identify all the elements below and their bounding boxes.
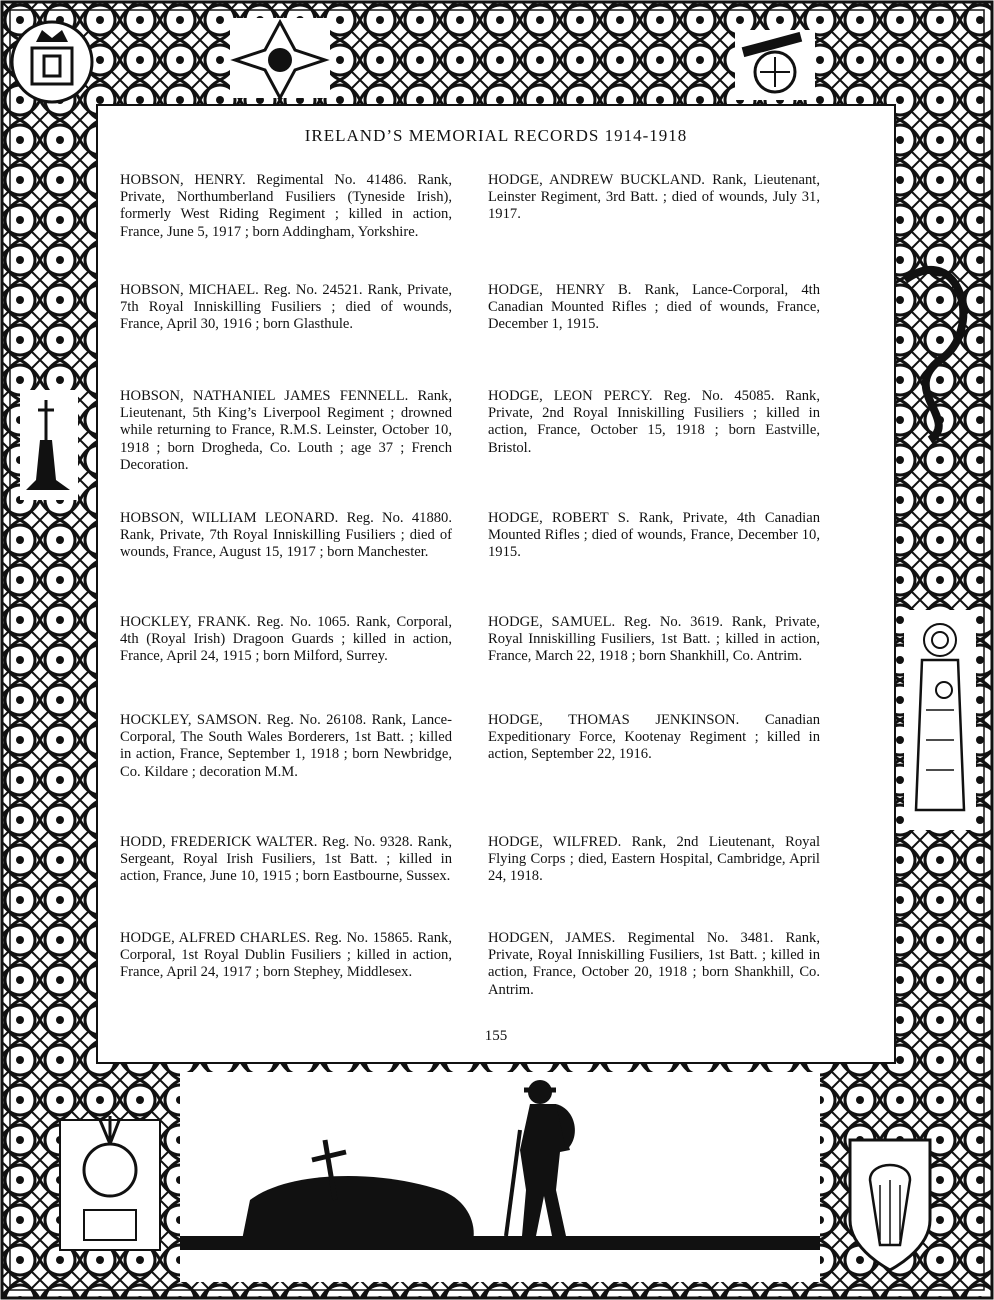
entry-left: HOCKLEY, FRANK. Reg. No. 1065. Rank, Corporal, 4th (Royal Irish) Dragoon Guards ; killed in action, France, April 24, 1915 ; born Milford, Surrey. <box>120 614 452 665</box>
entry-row <box>120 712 820 834</box>
entry-right: HODGE, LEON PERCY. Reg. No. 45085. Rank, Private, 2nd Royal Inniskilling Fusiliers ; killed in action, France, October 15, 1918 ; born Eastville, Bristol. <box>488 388 820 456</box>
entry-left: HODD, FREDERICK WALTER. Reg. No. 9328. Rank, Sergeant, Royal Irish Fusiliers, 1st Batt. ; killed in action, France, June 10, 1915 ; born Eastbourne, Sussex. <box>120 834 452 885</box>
entry-left: HOBSON, MICHAEL. Reg. No. 24521. Rank, Private, 7th Royal Inniskilling Fusiliers ; died of wounds, France, April 30, 1916 ; born Glasthule. <box>120 282 452 333</box>
madonna-child-icon <box>904 610 976 830</box>
entry-right: HODGE, ROBERT S. Rank, Private, 4th Canadian Mounted Rifles ; died of wounds, France, December 10, 1915. <box>488 510 820 561</box>
entry-right: HODGE, WILFRED. Rank, 2nd Lieutenant, Royal Flying Corps ; died, Eastern Hospital, Cambridge, April 24, 1918. <box>488 834 820 885</box>
memorial-cross-icon <box>20 390 78 500</box>
cannon-icon <box>735 30 815 100</box>
entry-right: HODGE, HENRY B. Rank, Lance-Corporal, 4th Canadian Mounted Rifles ; died of wounds, France, December 1, 1915. <box>488 282 820 333</box>
grenade-badge-icon <box>60 1116 160 1250</box>
entry-left: HOBSON, HENRY. Regimental No. 41486. Rank, Private, Northumberland Fusiliers (Tyneside Irish), formerly West Riding Regiment ; killed in action, France, June 5, 1917 ; born Addingham, Yorkshire. <box>120 172 452 240</box>
harp-shield-icon <box>850 1140 930 1270</box>
entry-row <box>120 172 820 282</box>
cross-medal-icon <box>230 18 330 98</box>
entry-row <box>120 834 820 930</box>
text-panel <box>96 104 896 1064</box>
crown-badge-icon <box>12 22 92 102</box>
entry-right: HODGE, ANDREW BUCKLAND. Rank, Lieutenant, Leinster Regiment, 3rd Batt. ; died of wounds, July 31, 1917. <box>488 172 820 223</box>
entry-row <box>120 510 820 614</box>
entry-left: HOCKLEY, SAMSON. Reg. No. 26108. Rank, Lance-Corporal, The South Wales Borderers, 1st Batt. ; killed in action, France, September 1, 1918 ; born Newbridge, Co. Kildare ; decoration M.M. <box>120 712 452 780</box>
entry-right: HODGEN, JAMES. Regimental No. 3481. Rank, Private, Royal Inniskilling Fusiliers, 1st Batt. ; killed in action, France, October 20, 1918 ; born Shankhill, Co. Antrim. <box>488 930 820 998</box>
entry-left: HOBSON, NATHANIEL JAMES FENNELL. Rank, Lieutenant, 5th King’s Liverpool Regiment ; drowned while returning to France, R.M.S. Leinster, October 10, 1918 ; born Drogheda, Co. Louth ; age 37 ; French Decoration. <box>120 388 452 473</box>
page-number: 155 <box>484 1028 508 1044</box>
entry-left: HODGE, ALFRED CHARLES. Reg. No. 15865. Rank, Corporal, 1st Royal Dublin Fusiliers ; killed in action, France, April 24, 1917 ; born Stephey, Middlesex. <box>120 930 452 981</box>
entry-right: HODGE, SAMUEL. Reg. No. 3619. Rank, Private, Royal Inniskilling Fusiliers, 1st Batt. ; killed in action, France, March 22, 1918 ; born Shankhill, Co. Antrim. <box>488 614 820 665</box>
page-title: IRELAND’S MEMORIAL RECORDS 1914-1918 <box>304 126 688 145</box>
entry-row <box>120 930 820 1010</box>
entry-row <box>120 388 820 510</box>
entry-row <box>120 614 820 712</box>
entries-list <box>120 172 820 1010</box>
entry-left: HOBSON, WILLIAM LEONARD. Reg. No. 41880. Rank, Private, 7th Royal Inniskilling Fusiliers ; died of wounds, France, August 15, 1917 ; born Manchester. <box>120 510 452 561</box>
entry-right: HODGE, THOMAS JENKINSON. Canadian Expeditionary Force, Kootenay Regiment ; killed in action, September 22, 1916. <box>488 712 820 763</box>
entry-row <box>120 282 820 388</box>
